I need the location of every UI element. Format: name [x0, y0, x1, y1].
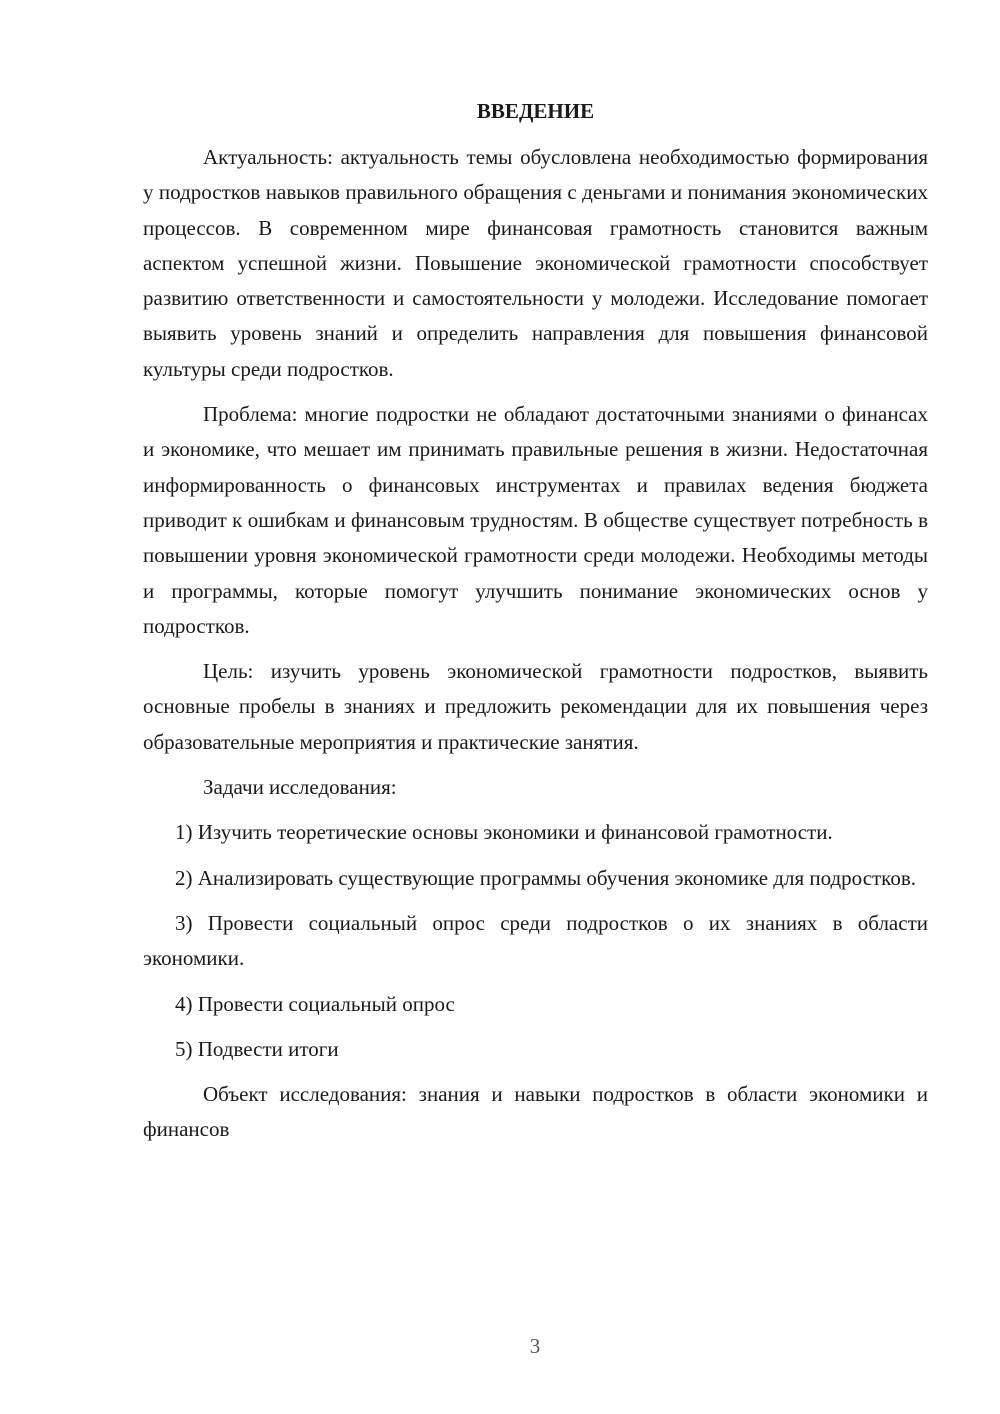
task-item: 3) Провести социальный опрос среди подростков о их знаниях в области экономики. — [143, 910, 928, 971]
relevance-paragraph: Актуальность: актуальность темы обусловлена необходимостью формирования у подростков навыков правильного обращения с деньгами и понимания экономических процессов. В современном мире финансовая грамотность становится важным аспектом успешной жизни. Повышение экономической грамотности способствует развитию ответственности и самостоятельности у молодежи. Исследование помогает выявить уровень знаний и определить направления для повышения финансовой культуры среди подростков. — [143, 145, 928, 381]
object-paragraph: Объект исследования: знания и навыки подростков в области экономики и финансов — [143, 1082, 928, 1142]
tasks-title: Задачи исследования: — [203, 775, 397, 800]
problem-paragraph: Проблема: многие подростки не обладают достаточными знаниями о финансах и экономике, что мешает им принимать правильные решения в жизни. Недостаточная информированность о финансовых инструментах и правилах ведения бюджета приводит к ошибкам и финансовым трудностям. В обществе существует потребность в повышении уровня экономической грамотности среди молодежи. Необходимы методы и программы, которые помогут улучшить понимание экономических основ у подростков. — [143, 402, 928, 638]
page-number: 3 — [529, 1334, 541, 1358]
task-item: 1) Изучить теоретические основы экономики и финансовой грамотности. — [175, 820, 833, 845]
page-title: ВВЕДЕНИЕ — [476, 99, 595, 123]
task-item: 2) Анализировать существующие программы обучения экономике для подростков. — [175, 865, 916, 890]
task-item: 4) Провести социальный опрос — [175, 991, 455, 1016]
goal-paragraph: Цель: изучить уровень экономической грамотности подростков, выявить основные пробелы в знаниях и предложить рекомендации для их повышения через образовательные мероприятия и практические занятия. — [143, 659, 928, 754]
task-item: 5) Подвести итоги — [175, 1036, 339, 1061]
document-page — [143, 96, 928, 1158]
